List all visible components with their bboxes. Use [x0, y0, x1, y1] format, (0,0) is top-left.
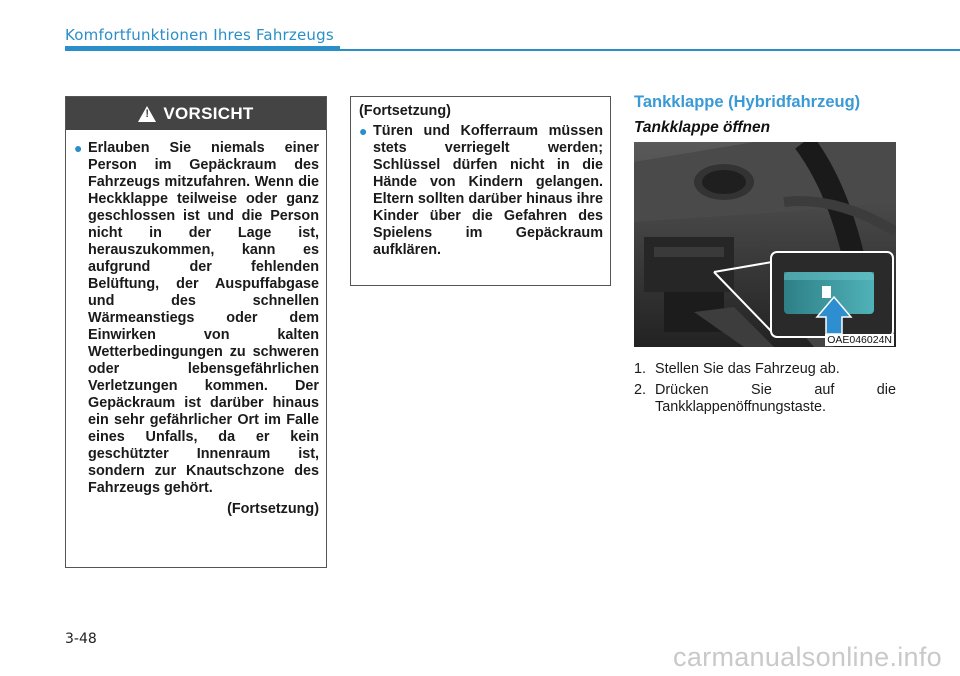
continuation-label: (Fortsetzung) — [359, 103, 451, 119]
step-number: 2. — [634, 381, 647, 398]
continuation-text: Türen und Kofferraum müssen stets verriegelt werden; Schlüssel dürfen nicht in die Hände von Kindern gelangen. Eltern sollten darüber hinaus ihre Kinder über die Gefahren des Spielens im Gepäckraum aufklären. — [373, 123, 603, 258]
continued-note: (Fortsetzung) — [227, 501, 319, 517]
bullet-icon: ● — [359, 123, 368, 139]
header-rule-thick — [65, 46, 340, 51]
step-number: 1. — [634, 361, 647, 377]
caution-heading: VORSICHT — [163, 103, 254, 123]
section-title: Tankklappe (Hybridfahrzeug) — [634, 93, 861, 111]
list-item — [634, 361, 896, 379]
list-item — [634, 382, 896, 417]
caution-box — [65, 96, 327, 568]
continuation-box — [350, 96, 611, 286]
image-code: OAE046024N — [827, 334, 892, 346]
step-text: Drücken Sie auf die Tankklappenöffnungstaste. — [655, 381, 896, 415]
section-subtitle: Tankklappe öffnen — [634, 119, 771, 136]
warning-triangle-icon — [138, 106, 156, 122]
caution-bullet — [74, 140, 319, 497]
caution-text: Erlauben Sie niemals einer Person im Gepäckraum des Fahrzeugs mitzufahren. Wenn die Heckklappe teilweise oder ganz geschlossen ist und die Person nicht in der Lage ist, herauszukommen, kann es aufgrund der fehlenden Belüftung, der Auspuffabgase und des schnellen Wärmeanstiegs oder dem Einwirken von kalten Wetterbedingungen zu schweren oder lebensgefährlichen Verletzungen kommen. Der Gepäckraum ist darüber hinaus ein sehr gefährlicher Ort im Falle eines Unfalls, da er kein geschützter Innenraum ist, sondern zur Knautschzone des Fahrzeugs gehört. — [88, 140, 319, 496]
bullet-icon: ● — [74, 140, 83, 156]
dashboard-illustration — [634, 142, 896, 347]
chapter-title: Komfortfunktionen Ihres Fahrzeugs — [65, 26, 334, 44]
fuel-door-photo — [634, 142, 896, 347]
caution-header — [66, 97, 326, 130]
step-text: Stellen Sie das Fahrzeug ab. — [655, 361, 840, 377]
steps-list — [634, 361, 896, 420]
header-rule-thin — [340, 49, 960, 51]
page-number: 3-48 — [65, 631, 97, 647]
continuation-bullet — [359, 123, 603, 259]
watermark: carmanualsonline.info — [673, 642, 942, 672]
